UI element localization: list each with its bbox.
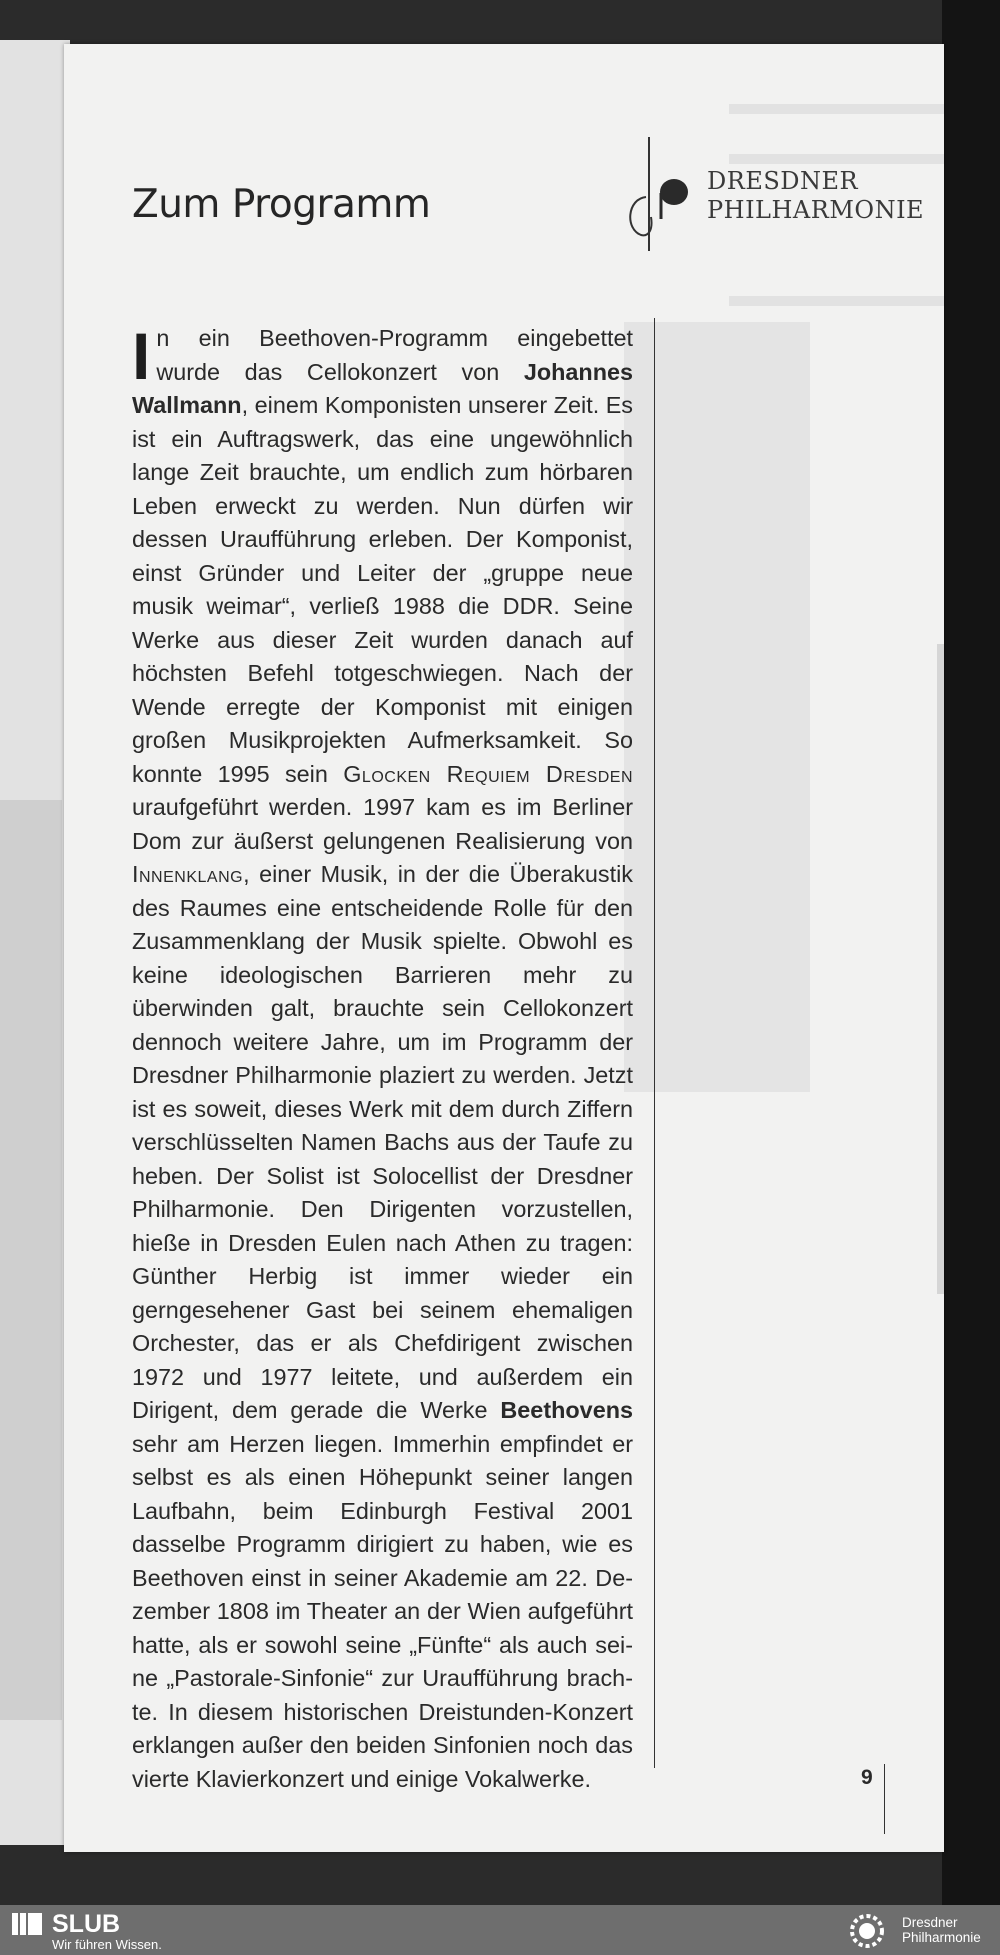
page-title: Zum Programm bbox=[132, 182, 431, 227]
column-rule bbox=[654, 318, 655, 1768]
logo-wordmark bbox=[707, 167, 924, 225]
composer-name: Johannes Wallmann bbox=[132, 358, 633, 418]
page-number-rule bbox=[884, 1764, 885, 1834]
dp-footer-wordmark bbox=[902, 1915, 981, 1945]
dp-footer-line-2: Philharmonie bbox=[902, 1930, 981, 1945]
drop-cap: I bbox=[132, 319, 151, 393]
scan-backdrop-shade bbox=[0, 800, 62, 1720]
scan-backdrop-right bbox=[942, 0, 1000, 1905]
slub-name: SLUB bbox=[52, 1910, 121, 1938]
body-text-1: n ein Beethoven-Programm eingebettet wurde das Cellokonzert von bbox=[156, 325, 633, 385]
document-page bbox=[64, 44, 944, 1852]
dresdner-philharmonie-logo bbox=[619, 89, 959, 254]
page-number: 9 bbox=[861, 1766, 873, 1789]
logo-line-1: DRESDNER bbox=[707, 167, 859, 195]
footer-bar bbox=[0, 1905, 1000, 1955]
logo-line-2: PHILHARMONIE bbox=[707, 196, 925, 224]
dresdner-philharmonie-sun-icon bbox=[842, 1909, 892, 1953]
show-through-block bbox=[624, 322, 810, 1092]
work-title-glocken-requiem: Glocken Requiem Dresden bbox=[343, 760, 634, 787]
body-text-2: , einem Komponisten unserer Zeit. Es ist ein Auftragswerk, das eine ungewöhnlich lange Zeit brauchte, um endlich zum hörbaren Leben erweckt zu werden. Nun dürfen wir dessen Uraufführung erleben. Der Komponist, einst Gründer und Leiter der „gruppe neue musik weimar“, verließ 1988 die DDR. Seine Werke aus dieser Zeit wurden danach auf höchsten Befehl totgeschwiegen. Nach der Wende erregte der Komponist mit einigen großen Musikprojekten Aufmerksamkeit. So konnte 1995 sein bbox=[132, 392, 633, 787]
article-body bbox=[132, 319, 634, 1796]
body-text-3: uraufgeführt werden. 1997 kam es im Berliner Dom zur äußerst gelungenen Realisierung von bbox=[132, 794, 633, 854]
body-text-5: sehr am Herzen liegen. Immerhin empfindet er selbst es als einen Höhepunkt seiner langen Laufbahn, beim Edinburgh Festival 2001 dasselbe Programm dirigiert zu haben, wie es Beethoven einst in seiner Akademie am 22. Dezember 1808 im Theater an der Wien aufgeführt hatte, als er sowohl seine „Fünfte“ als auch seine „Pastorale-Sinfonie“ zur Uraufführung brachte. In diesem historischen Dreistunden-Konzert erklangen außer den beiden Sinfonien noch das vierte Klavierkonzert und einige Vokalwerke. bbox=[132, 1430, 633, 1792]
show-through-bar bbox=[729, 296, 944, 306]
composer-beethoven: Beethovens bbox=[500, 1397, 633, 1423]
slub-tagline: Wir führen Wissen. bbox=[52, 1937, 162, 1952]
dp-monogram-icon bbox=[619, 89, 699, 254]
work-title-innenklang: Innenklang bbox=[132, 861, 244, 887]
slub-book-icon bbox=[12, 1911, 42, 1937]
show-through-edge bbox=[937, 644, 944, 1294]
body-text-4: , einer Musik, in der die Überakustik des Raumes eine entscheidende Rolle für den Zusammenklang der Musik spielte. Obwohl es keine ideologischen Barrieren mehr zu überwinden galt, brauchte sein Cellokonzert dennoch weitere Jahre, um im Programm der Dresdner Philharmonie plaziert zu werden. Jetzt ist es soweit, dieses Werk mit dem durch Ziffern verschlüsselten Namen Bachs aus der Taufe zu heben. Der Solist ist Solocellist der Dresdner Philharmonie. Den Dirigenten vorzustellen, hieße in Dresden Eulen nach Athen zu tragen: Günther Herbig ist immer wieder ein gerngesehener Gast bei seinem ehemaligen Orchester, das er als Chefdirigent zwischen 1972 und 1977 leitete, und außerdem ein Dirigent, dem gerade die Werke bbox=[132, 861, 633, 1423]
dp-footer-line-1: Dresdner bbox=[902, 1915, 958, 1930]
